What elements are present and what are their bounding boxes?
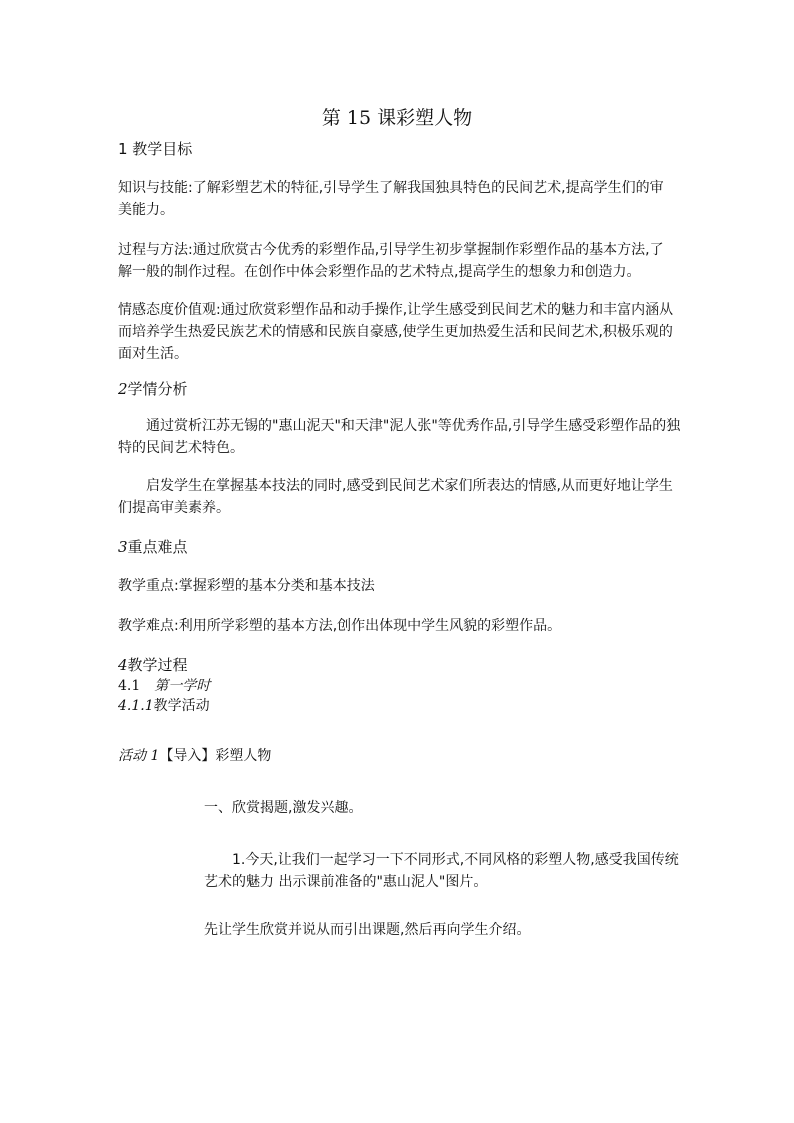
analysis-para-1-line-1: 通过赏析江苏无锡的"惠山泥天"和天津"泥人张"等优秀作品,引导学生感受彩塑作品的独	[146, 418, 681, 434]
section-heading-analysis-text: 学情分析	[127, 380, 188, 398]
document-title: 第 15 课彩塑人物	[321, 107, 473, 129]
section-heading-key-points	[118, 536, 188, 558]
knowledge-skills-line-1: 知识与技能:了解彩塑艺术的特征,引导学生了解我国独具特色的民间艺术,提高学生们的审	[118, 180, 664, 196]
teaching-key-point: 教学重点:掌握彩塑的基本分类和基本技法	[118, 578, 375, 594]
section-heading-analysis	[118, 378, 188, 400]
subsection-first-lesson	[118, 676, 210, 696]
emotion-values-line-2: 而培养学生热爱民族艺术的情感和民族自豪感,使学生更加热爱生活和民间艺术,积极乐观的	[118, 324, 673, 340]
analysis-para-2-line-1: 启发学生在掌握基本技法的同时,感受到民间艺术家们所表达的情感,从而更好地让学生	[146, 478, 673, 494]
activity-1-title: 【导入】彩塑人物	[159, 748, 272, 764]
activity-item-2: 先让学生欣赏并说从而引出课题,然后再向学生介绍。	[204, 922, 531, 938]
subsection-teaching-activities-text: 教学活动	[153, 698, 210, 714]
section-heading-analysis-number: 2	[118, 380, 128, 398]
emotion-values-line-1: 情感态度价值观:通过欣赏彩塑作品和动手操作,让学生感受到民间艺术的魅力和丰富内涵从	[118, 302, 674, 318]
subsection-teaching-activities-number: 4.1.1	[118, 698, 154, 714]
teaching-difficult-point: 教学难点:利用所学彩塑的基本方法,创作出体现中学生风貌的彩塑作品。	[118, 618, 562, 634]
activity-1-heading	[118, 746, 271, 766]
process-methods-line-2: 解一般的制作过程。在创作中体会彩塑作品的艺术特点,提高学生的想象力和创造力。	[118, 264, 641, 280]
section-heading-key-points-text: 重点难点	[127, 538, 188, 556]
activity-item-1-line-1: 1.今天,让我们一起学习一下不同形式,不同风格的彩塑人物,感受我国传统	[232, 852, 679, 868]
activity-item-1-line-2: 艺术的魅力 出示课前准备的"惠山泥人"图片。	[204, 874, 488, 890]
emotion-values-line-3: 面对生活。	[118, 346, 188, 362]
section-heading-process	[118, 654, 188, 676]
activity-1-prefix: 活动 1	[118, 748, 160, 764]
section-heading-process-text: 教学过程	[127, 656, 188, 674]
activity-step-1: 一、欣赏揭题,激发兴趣。	[204, 800, 363, 816]
knowledge-skills-line-2: 美能力。	[118, 202, 174, 218]
section-heading-objectives: 1 教学目标	[118, 140, 193, 158]
section-heading-key-points-number: 3	[118, 538, 128, 556]
subsection-first-lesson-text: 第一学时	[154, 678, 211, 694]
analysis-para-1-line-2: 特的民间艺术特色。	[118, 440, 244, 456]
section-heading-process-number: 4	[118, 656, 128, 674]
subsection-first-lesson-number: 4.1	[118, 678, 141, 694]
subsection-teaching-activities	[118, 696, 210, 716]
analysis-para-2-line-2: 们提高审美素养。	[118, 500, 230, 516]
process-methods-line-1: 过程与方法:通过欣赏古今优秀的彩塑作品,引导学生初步掌握制作彩塑作品的基本方法,了	[118, 242, 664, 258]
